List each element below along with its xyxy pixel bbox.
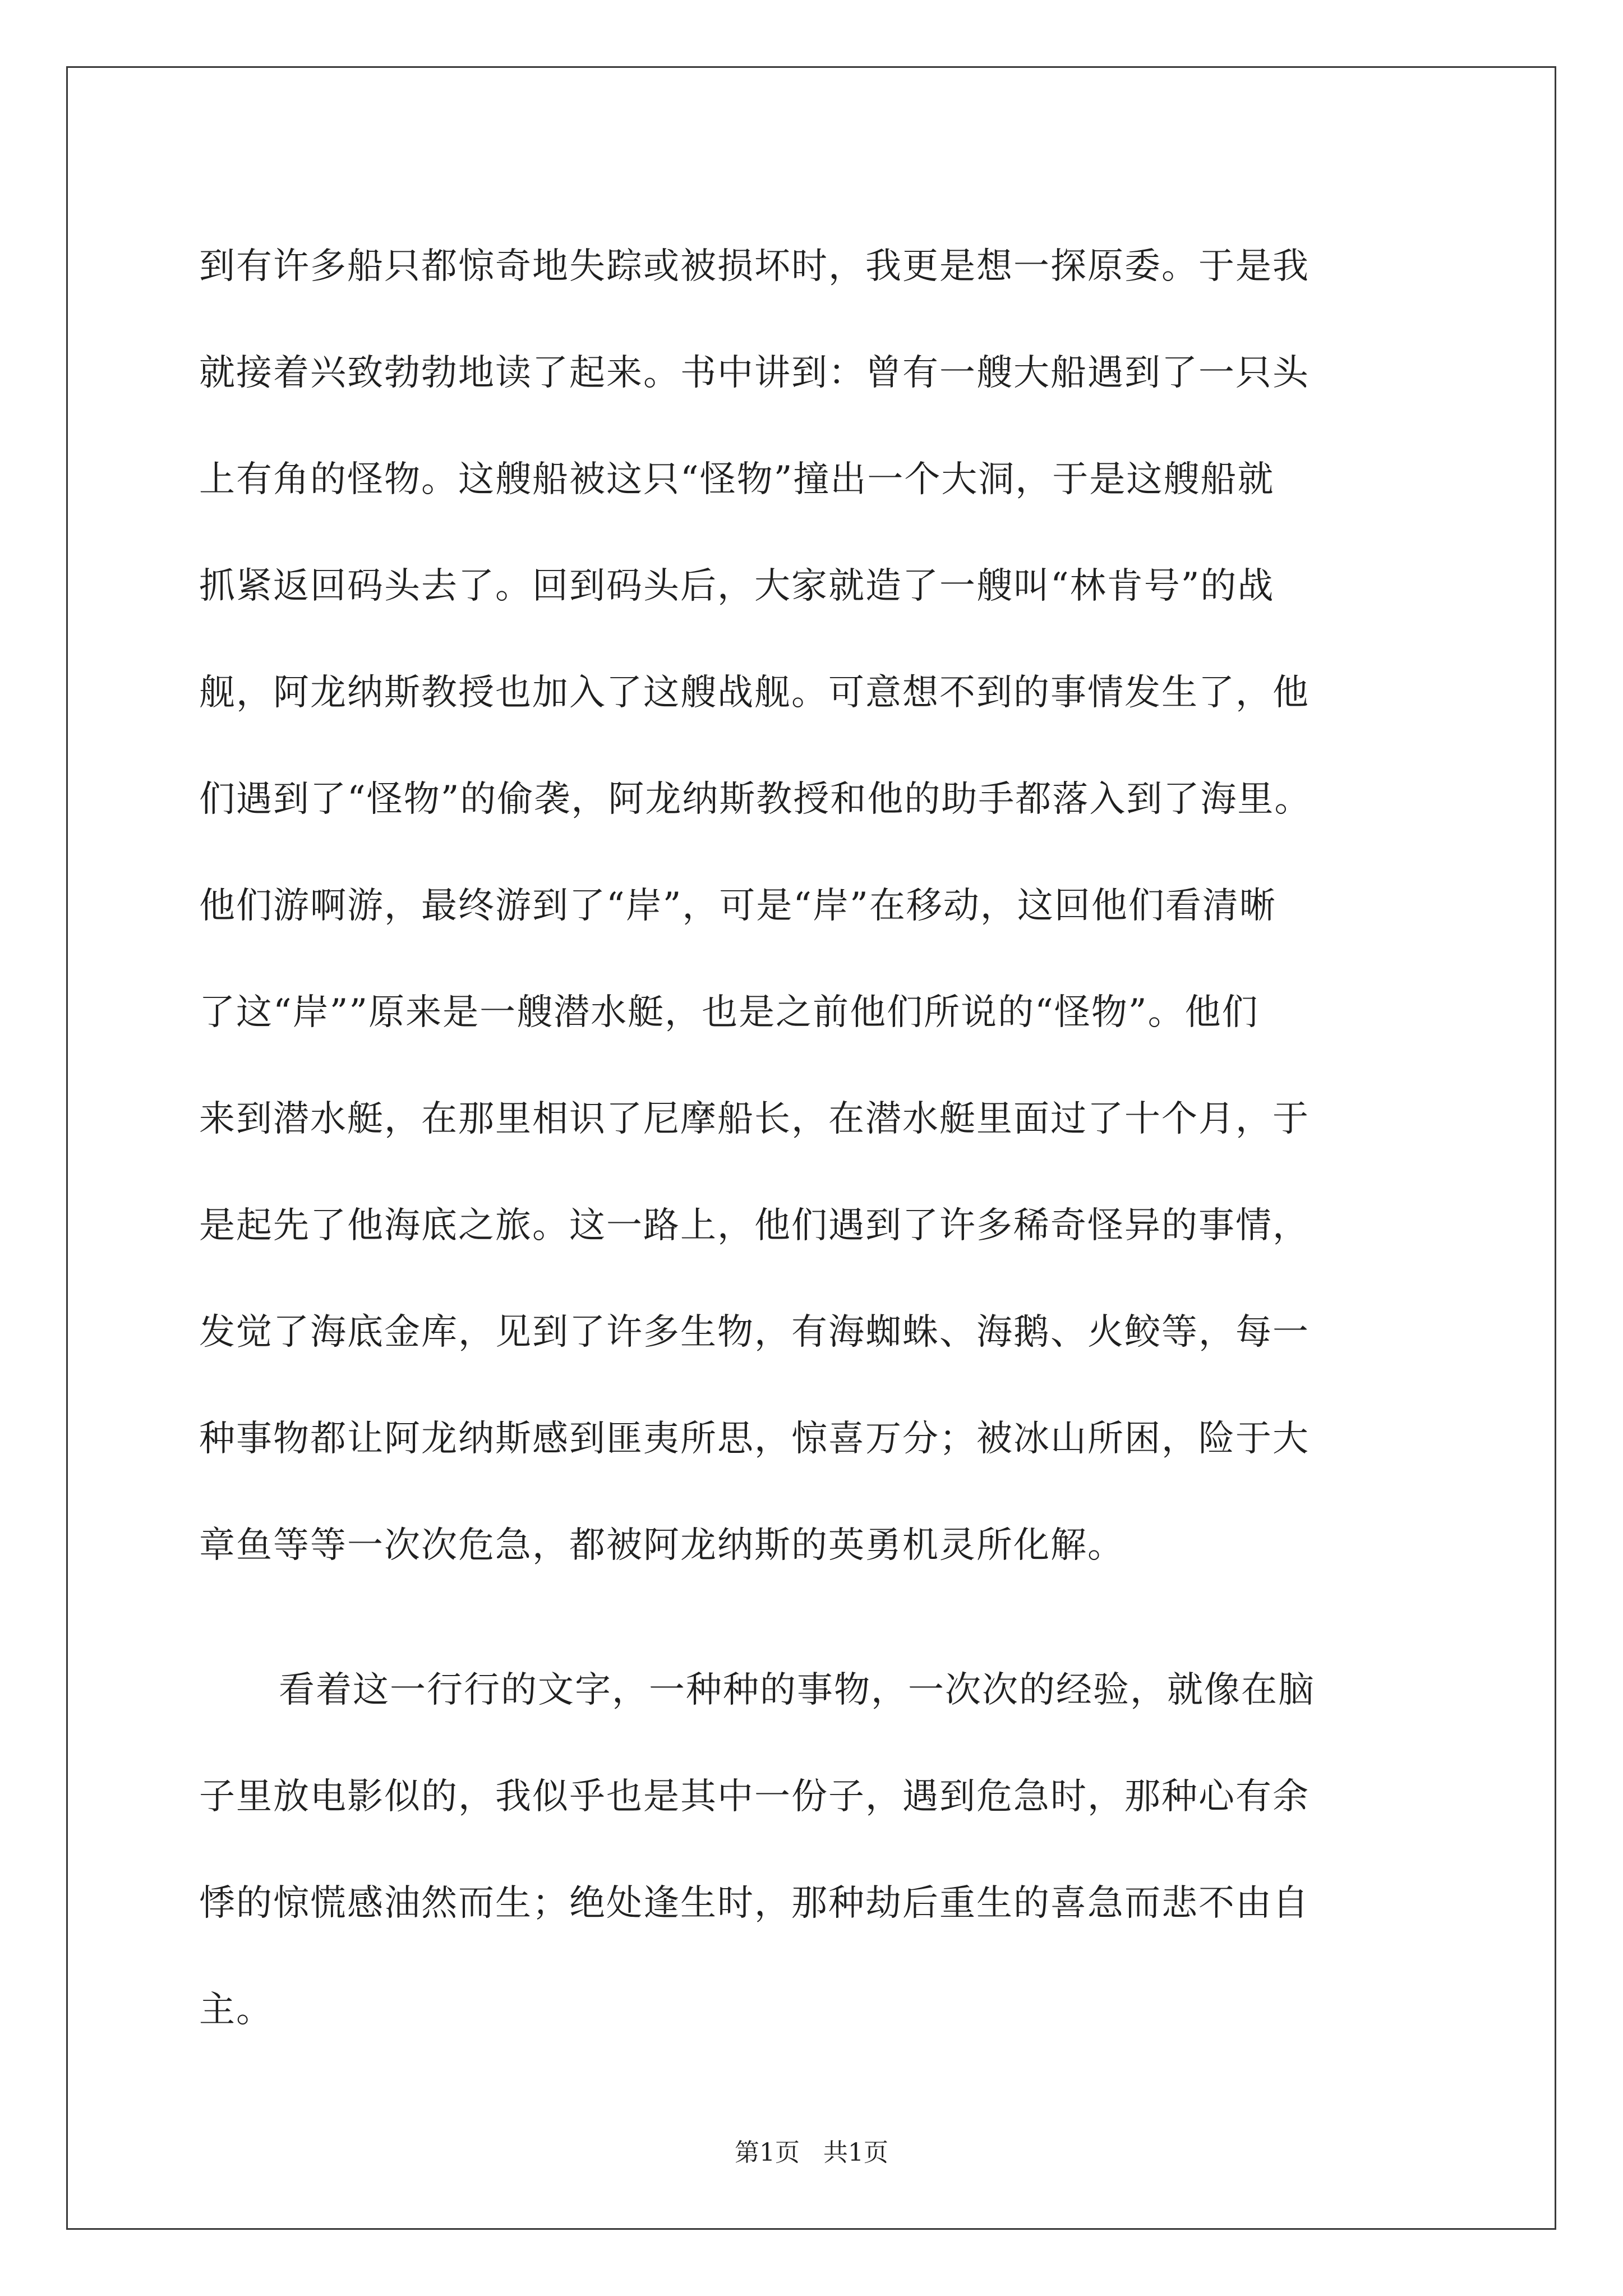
- paragraph-1: [199, 213, 1461, 1599]
- text-line: 看着这一行行的文字，一种种的事物，一次次的经验，就像在脑: [279, 1669, 1315, 1711]
- text-line: 发觉了海底金库，见到了许多生物，有海蜘蛛、海鹅、火鲛等，每一: [199, 1312, 1310, 1353]
- text-line: 就接着兴致勃勃地读了起来。书中讲到：曾有一艘大船遇到了一只头: [199, 352, 1310, 394]
- text-line: 抓紧返回码头去了。回到码头后，大家就造了一艘叫“林肯号”的战: [199, 565, 1275, 607]
- text-line: 们遇到了“怪物”的偷袭，阿龙纳斯教授和他的助手都落入到了海里。: [199, 779, 1312, 820]
- page-total-label: 共1页: [823, 2138, 888, 2167]
- text-line: 舰，阿龙纳斯教授也加入了这艘战舰。可意想不到的事情发生了，他: [199, 672, 1310, 714]
- body-text: [199, 213, 1461, 2063]
- text-line: 上有角的怪物。这艘船被这只“怪物”撞出一个大洞，于是这艘船就: [199, 459, 1275, 500]
- text-line: 悸的惊慌感油然而生；绝处逢生时，那种劫后重生的喜急而悲不由自: [199, 1883, 1310, 1924]
- text-line: 是起先了他海底之旅。这一路上，他们遇到了许多稀奇怪异的事情，: [199, 1205, 1310, 1246]
- page-number-label: 第1页: [735, 2138, 800, 2167]
- text-line: 他们游啊游，最终游到了“岸”，可是“岸”在移动，这回他们看清晰: [199, 885, 1276, 927]
- text-line: 子里放电影似的，我似乎也是其中一份子，遇到危急时，那种心有余: [199, 1776, 1310, 1818]
- text-line: 到有许多船只都惊奇地失踪或被损坏时，我更是想一探原委。于是我: [199, 246, 1310, 287]
- paragraph-2: [199, 1637, 1461, 2063]
- page-footer: [0, 2136, 1623, 2170]
- text-line: 种事物都让阿龙纳斯感到匪夷所思，惊喜万分；被冰山所困，险于大: [199, 1418, 1310, 1460]
- text-line: 了这“岸””原来是一艘潜水艇，也是之前他们所说的“怪物”。他们: [199, 992, 1259, 1033]
- text-line: 主。: [199, 1989, 273, 2031]
- text-line: 章鱼等等一次次危急，都被阿龙纳斯的英勇机灵所化解。: [199, 1525, 1124, 1566]
- text-line: 来到潜水艇，在那里相识了尼摩船长，在潜水艇里面过了十个月，于: [199, 1098, 1310, 1140]
